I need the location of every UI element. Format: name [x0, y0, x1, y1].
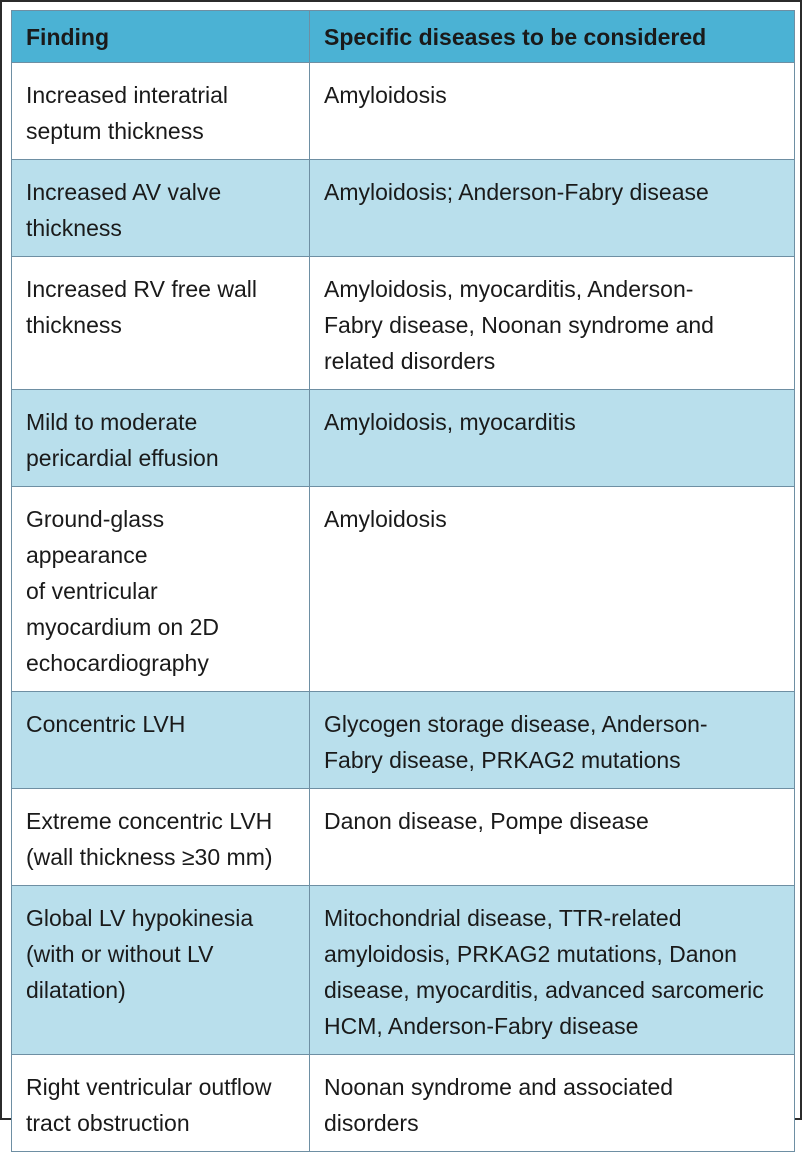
table-body [12, 63, 795, 1152]
diseases-text: Glycogen storage disease, Anderson- [324, 711, 708, 737]
finding-cell [12, 789, 310, 886]
diseases-text: related disorders [324, 348, 496, 374]
diseases-text: Amyloidosis, myocarditis [324, 409, 576, 435]
table-row [12, 886, 795, 1055]
finding-cell [12, 390, 310, 487]
finding-cell [12, 886, 310, 1055]
finding-text: Concentric LVH [26, 711, 186, 737]
diseases-text: amyloidosis, PRKAG2 mutations, Danon [324, 941, 737, 967]
diseases-cell [310, 1055, 795, 1152]
diseases-cell [310, 886, 795, 1055]
diseases-cell [310, 789, 795, 886]
table-row [12, 390, 795, 487]
diseases-text: Danon disease, Pompe disease [324, 808, 649, 834]
findings-table [11, 10, 795, 1152]
diseases-text: Fabry disease, Noonan syndrome and [324, 312, 714, 338]
diseases-text: Amyloidosis [324, 506, 447, 532]
diseases-cell [310, 692, 795, 789]
finding-text: Increased RV free wall [26, 276, 257, 302]
diseases-cell [310, 63, 795, 160]
diseases-cell [310, 257, 795, 390]
diseases-text: Noonan syndrome and associated [324, 1074, 674, 1100]
finding-text: myocardium on 2D [26, 614, 220, 640]
header-diseases: Specific diseases to be considered [310, 11, 795, 63]
finding-text: thickness [26, 312, 122, 338]
table-row [12, 789, 795, 886]
diseases-text: HCM, Anderson-Fabry disease [324, 1013, 639, 1039]
finding-text: Global LV hypokinesia [26, 905, 254, 931]
finding-text: dilatation) [26, 977, 126, 1003]
table-row [12, 257, 795, 390]
diseases-cell [310, 390, 795, 487]
diseases-text: Amyloidosis [324, 82, 447, 108]
header-row [12, 11, 795, 63]
diseases-text: Amyloidosis, myocarditis, Anderson- [324, 276, 694, 302]
table-row [12, 63, 795, 160]
diseases-text: disease, myocarditis, advanced sarcomeric [324, 977, 764, 1003]
finding-text: Increased AV valve [26, 179, 222, 205]
finding-text: Right ventricular outflow [26, 1074, 272, 1100]
diseases-cell [310, 487, 795, 692]
header-finding: Finding [12, 11, 310, 63]
diseases-text: Amyloidosis; Anderson-Fabry disease [324, 179, 709, 205]
diseases-cell [310, 160, 795, 257]
finding-text: pericardial effusion [26, 445, 219, 471]
finding-text: Mild to moderate [26, 409, 198, 435]
finding-text: (with or without LV [26, 941, 214, 967]
finding-text: (wall thickness ≥30 mm) [26, 844, 273, 870]
finding-cell [12, 487, 310, 692]
finding-cell [12, 692, 310, 789]
table-row [12, 692, 795, 789]
finding-text: thickness [26, 215, 122, 241]
diseases-text: disorders [324, 1110, 419, 1136]
finding-cell [12, 63, 310, 160]
finding-text: of ventricular [26, 578, 158, 604]
table-row [12, 487, 795, 692]
table-row [12, 1055, 795, 1152]
finding-cell [12, 160, 310, 257]
finding-text: Increased interatrial [26, 82, 228, 108]
table-row [12, 160, 795, 257]
finding-text: echocardiography [26, 650, 209, 676]
finding-cell [12, 1055, 310, 1152]
finding-text: Extreme concentric LVH [26, 808, 273, 834]
finding-text: appearance [26, 542, 148, 568]
finding-text: tract obstruction [26, 1110, 190, 1136]
finding-text: Ground-glass [26, 506, 165, 532]
diseases-text: Mitochondrial disease, TTR-related [324, 905, 682, 931]
finding-text: septum thickness [26, 118, 204, 144]
finding-cell [12, 257, 310, 390]
diseases-text: Fabry disease, PRKAG2 mutations [324, 747, 681, 773]
